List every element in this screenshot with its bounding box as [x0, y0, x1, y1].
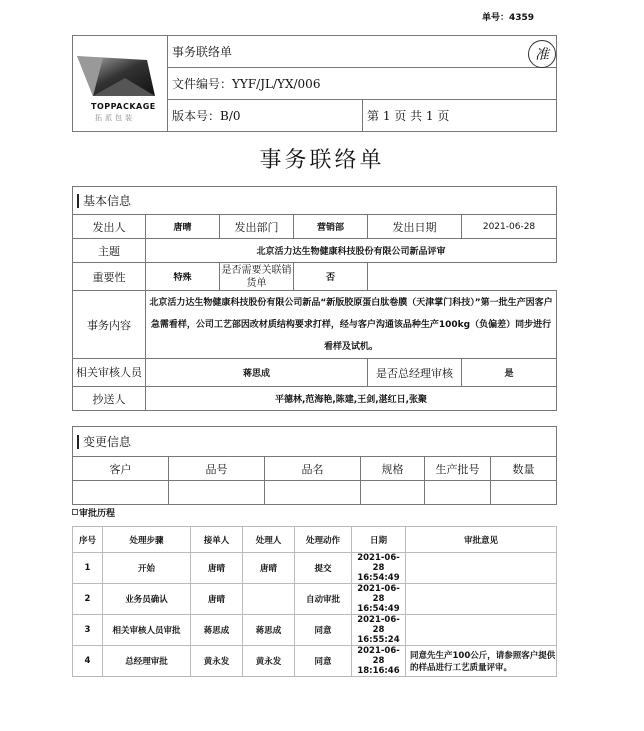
- checkbox-icon: [72, 509, 78, 515]
- row-action: 同意: [295, 615, 352, 646]
- empty-cell: [361, 481, 425, 505]
- row-date-day: 2021-06-28: [357, 584, 400, 604]
- col-receiver: 接单人: [191, 527, 243, 553]
- subject-value: 北京活力达生物健康科技股份有限公司新品评审: [146, 239, 557, 263]
- row-seq: 3: [73, 615, 103, 646]
- approval-history-title: 审批历程: [79, 509, 116, 519]
- col-action: 处理动作: [295, 527, 352, 553]
- row-receiver: 蒋思成: [191, 615, 243, 646]
- empty-cell: [368, 263, 557, 291]
- row-date: [352, 646, 406, 677]
- col-item-name: 品名: [265, 457, 361, 481]
- date-label: 发出日期: [368, 215, 462, 239]
- change-info-heading: 变更信息: [77, 435, 131, 449]
- row-receiver: 唐晴: [191, 553, 243, 584]
- row-action: 提交: [295, 553, 352, 584]
- table-row: [73, 553, 557, 584]
- col-spec: 规格: [361, 457, 425, 481]
- row-receiver: 唐晴: [191, 584, 243, 615]
- dept-value: 营销部: [294, 215, 368, 239]
- content-label: 事务内容: [73, 291, 146, 359]
- need-goods-label: 是否需要关联销货单: [221, 264, 292, 289]
- dept-label: 发出部门: [220, 215, 294, 239]
- file-number: 文件编号：YYF/JL/YX/006: [168, 68, 557, 100]
- col-handler: 处理人: [243, 527, 295, 553]
- logo-subtext: 拓派包装: [95, 114, 135, 122]
- row-handler: 黄永发: [243, 646, 295, 677]
- cc-label: 抄送人: [73, 387, 146, 411]
- content-value: 北京活力达生物健康科技股份有限公司新品“新版胶原蛋白肽卷膜（天津掌门科技）”第一批生产因客户急需看样，公司工艺部因改材质结构要求打样，经与客户沟通该品种生产100kg（负偏差）同步进行看样及试机。: [146, 291, 557, 359]
- approval-history-heading: [72, 506, 115, 519]
- empty-cell: [265, 481, 361, 505]
- row-opinion: [406, 584, 557, 615]
- row-seq: 4: [73, 646, 103, 677]
- row-opinion: 同意先生产100公斤，请参照客户提供的样品进行工艺质量评审。: [406, 646, 557, 677]
- row-opinion: [406, 553, 557, 584]
- row-date-time: 18:16:46: [357, 666, 400, 676]
- approval-stamp: 准: [528, 40, 556, 68]
- company-logo: [73, 36, 168, 132]
- col-seq: 序号: [73, 527, 103, 553]
- logo-text: TOPPACKAGE: [91, 102, 156, 111]
- gm-review-value: 是: [462, 359, 557, 387]
- row-opinion: [406, 615, 557, 646]
- row-date: [352, 584, 406, 615]
- row-step: 相关审核人员审批: [103, 615, 191, 646]
- empty-cell: [425, 481, 491, 505]
- col-customer: 客户: [73, 457, 169, 481]
- page-info: 第 1 页 共 1 页: [363, 100, 557, 132]
- row-date: [352, 615, 406, 646]
- version-number: 版本号：B/0: [168, 100, 363, 132]
- row-action: 自动审批: [295, 584, 352, 615]
- sender-label: 发出人: [73, 215, 146, 239]
- row-handler: 蒋思成: [243, 615, 295, 646]
- row-date-day: 2021-06-28: [357, 646, 400, 666]
- basic-info-heading: 基本信息: [77, 194, 131, 208]
- approval-table: [72, 526, 557, 677]
- date-value: 2021-06-28: [462, 215, 557, 239]
- sender-value: 唐晴: [146, 215, 220, 239]
- row-date-time: 16:55:24: [357, 635, 400, 645]
- basic-info-table: [72, 186, 557, 411]
- row-action: 同意: [295, 646, 352, 677]
- table-row: [73, 646, 557, 677]
- row-step: 业务员确认: [103, 584, 191, 615]
- row-step: 开始: [103, 553, 191, 584]
- row-date-day: 2021-06-28: [357, 553, 400, 573]
- document-title: 事务联络单: [259, 148, 385, 173]
- reviewer-label: 相关审核人员: [73, 359, 146, 387]
- col-batch-no: 生产批号: [425, 457, 491, 481]
- order-number: 单号：4359: [481, 13, 534, 23]
- importance-label: 重要性: [73, 263, 146, 291]
- row-date-time: 16:54:49: [357, 604, 400, 614]
- need-goods-value: 否: [294, 263, 368, 291]
- form-title: 事务联络单: [168, 36, 557, 68]
- col-opinion: 审批意见: [406, 527, 557, 553]
- subject-label: 主题: [73, 239, 146, 263]
- col-step: 处理步骤: [103, 527, 191, 553]
- col-quantity: 数量: [491, 457, 557, 481]
- row-date: [352, 553, 406, 584]
- row-step: 总经理审批: [103, 646, 191, 677]
- empty-cell: [169, 481, 265, 505]
- row-date-time: 16:54:49: [357, 573, 400, 583]
- col-item-no: 品号: [169, 457, 265, 481]
- table-row: [73, 584, 557, 615]
- row-seq: 2: [73, 584, 103, 615]
- row-seq: 1: [73, 553, 103, 584]
- empty-cell: [73, 481, 169, 505]
- empty-cell: [491, 481, 557, 505]
- importance-value: 特殊: [146, 263, 220, 291]
- reviewer-value: 蒋思成: [146, 359, 368, 387]
- col-date: 日期: [352, 527, 406, 553]
- table-row: [73, 615, 557, 646]
- change-info-table: [72, 426, 557, 505]
- row-handler: 唐晴: [243, 553, 295, 584]
- cc-value: 平德林,范海艳,陈建,王剑,湛红日,张聚: [146, 387, 557, 411]
- document-header: [72, 35, 557, 132]
- row-handler: [243, 584, 295, 615]
- row-date-day: 2021-06-28: [357, 615, 400, 635]
- row-receiver: 黄永发: [191, 646, 243, 677]
- gm-review-label: 是否总经理审核: [368, 359, 462, 387]
